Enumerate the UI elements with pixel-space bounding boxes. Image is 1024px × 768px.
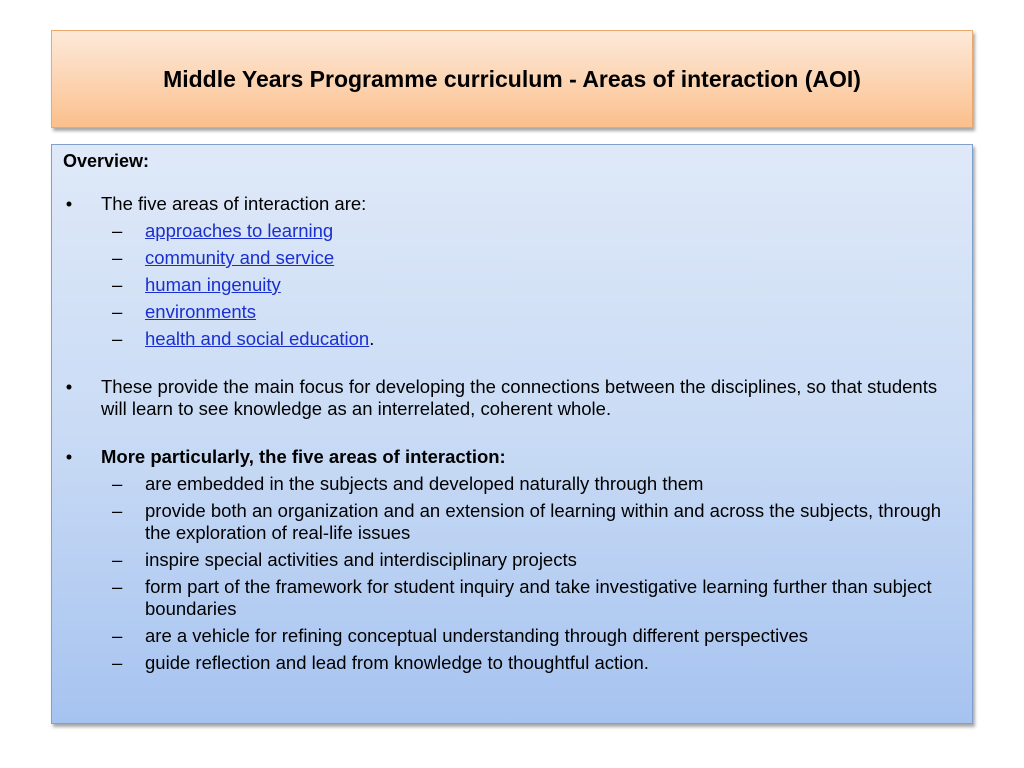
list-item (63, 301, 962, 323)
list-item-text: guide reflection and lead from knowledge to thoughtful action. (145, 652, 649, 673)
period: . (369, 328, 375, 349)
bullet-focus (63, 376, 962, 420)
list-item-text: form part of the framework for student inquiry and take investigative learning further than subject boundaries (145, 576, 932, 619)
bullet-particularly (63, 446, 962, 468)
list-item (63, 247, 962, 269)
slide-title: Middle Years Programme curriculum - Areas of interaction (AOI) (163, 65, 861, 92)
list-item (63, 576, 962, 620)
list-item (63, 549, 962, 571)
list-item (63, 220, 962, 242)
link-community-and-service[interactable]: community and service (145, 247, 335, 268)
dash-marker: – (112, 220, 123, 241)
dash-marker: – (112, 328, 123, 349)
bullet-areas (63, 193, 962, 215)
list-item (63, 328, 962, 350)
list-item (63, 500, 962, 544)
list-item-text: are a vehicle for refining conceptual understanding through different perspectives (145, 625, 808, 646)
dash-marker: – (112, 652, 123, 673)
list-item-text: are embedded in the subjects and developed naturally through them (145, 473, 704, 494)
bullet-text: The five areas of interaction are: (101, 193, 367, 214)
list-item-text: inspire special activities and interdisciplinary projects (145, 549, 577, 570)
dash-marker: – (112, 576, 123, 597)
content-box (51, 144, 973, 724)
bullet-text: These provide the main focus for developing the connections between the disciplines, so that students will learn to see knowledge as an interrelated, coherent whole. (101, 376, 938, 419)
link-health-and-social-education[interactable]: health and social education (145, 328, 370, 349)
list-item-text: provide both an organization and an extension of learning within and across the subjects, through the exploration of real-life issues (145, 500, 942, 543)
dash-marker: – (112, 247, 123, 268)
aoi-characteristics-list (63, 473, 962, 674)
dash-marker: – (112, 301, 123, 322)
dash-marker: – (112, 473, 123, 494)
dash-marker: – (112, 274, 123, 295)
dash-marker: – (112, 625, 123, 646)
dash-marker: – (112, 500, 123, 521)
list-item (63, 274, 962, 296)
link-approaches-to-learning[interactable]: approaches to learning (145, 220, 334, 241)
areas-list (63, 220, 962, 350)
bullet-dot: • (65, 376, 73, 397)
link-human-ingenuity[interactable]: human ingenuity (145, 274, 281, 295)
title-box (51, 30, 973, 128)
list-item (63, 473, 962, 495)
list-item (63, 652, 962, 674)
list-item (63, 625, 962, 647)
bullet-dot: • (65, 446, 73, 467)
bullet-text: More particularly, the five areas of interaction: (101, 446, 506, 467)
dash-marker: – (112, 549, 123, 570)
bullet-dot: • (65, 193, 73, 214)
overview-label: Overview: (63, 151, 150, 171)
link-environments[interactable]: environments (145, 301, 257, 322)
